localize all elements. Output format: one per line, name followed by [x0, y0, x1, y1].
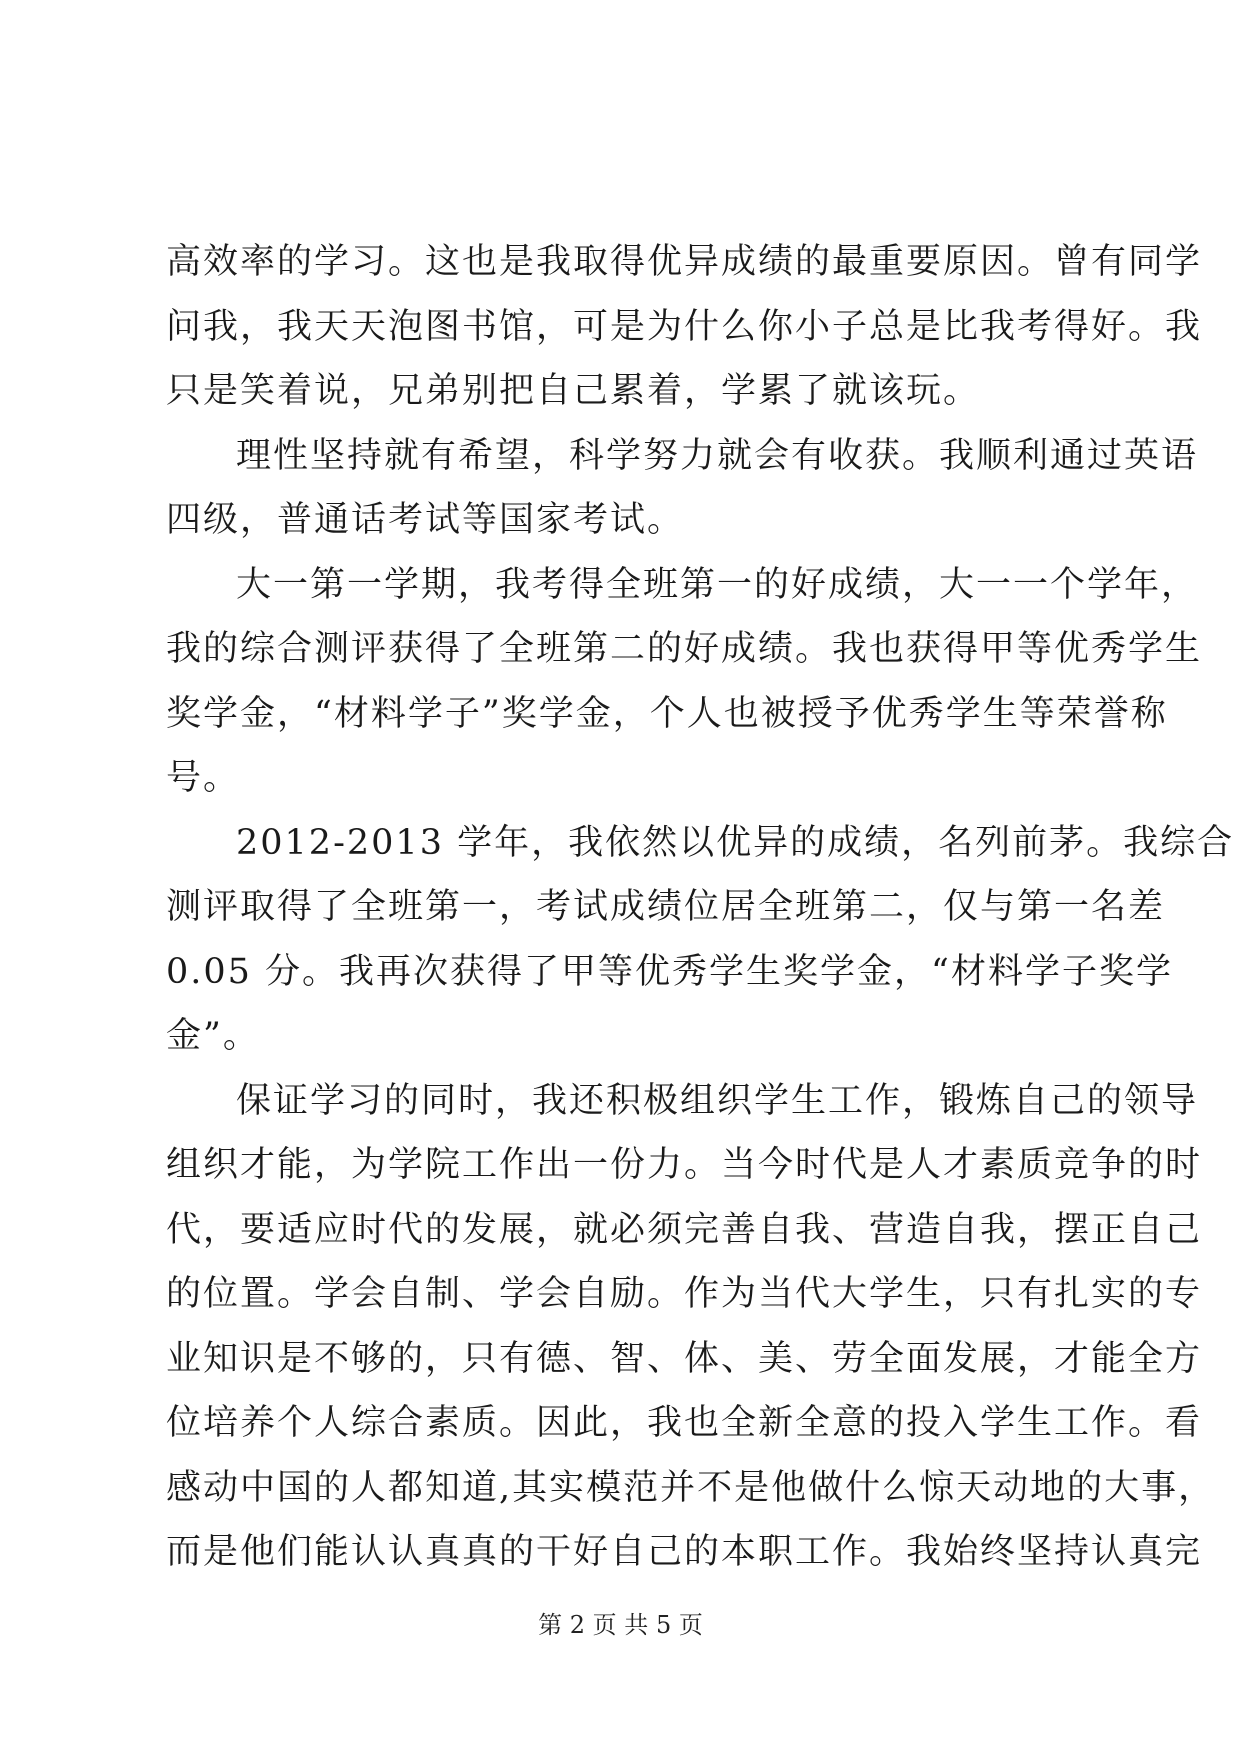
- text-line: 奖学金，“材料学子”奖学金，个人也被授予优秀学生等荣誉称: [166, 693, 1168, 734]
- text-line: 只是笑着说，兄弟别把自己累着，学累了就该玩。: [166, 371, 981, 411]
- text-line: 组织才能，为学院工作出一份力。当今时代是人才素质竞争的时: [166, 1145, 1203, 1185]
- text-line: 的位置。学会自制、学会自励。作为当代大学生，只有扎实的专: [166, 1274, 1203, 1314]
- text-line: 金”。: [166, 1016, 260, 1056]
- text-line: 问我，我天天泡图书馆，可是为什么你小子总是比我考得好。我: [166, 306, 1203, 347]
- text-line: 大一第一学期，我考得全班第一的好成绩，大一一个学年，: [236, 564, 1199, 605]
- text-line: 而是他们能认认真真的干好自己的本职工作。我始终坚持认真完: [166, 1532, 1203, 1572]
- text-line: 测评取得了全班第一，考试成绩位居全班第二，仅与第一名差: [166, 887, 1166, 927]
- text-line: 高效率的学习。这也是我取得优异成绩的最重要原因。曾有同学: [166, 242, 1203, 282]
- text-line: 代，要适应时代的发展，就必须完善自我、营造自我，摆正自己: [166, 1209, 1203, 1250]
- page-number-footer: 第 2 页 共 5 页: [538, 1611, 703, 1639]
- text-line: 感动中国的人都知道,其实模范并不是他做什么惊天动地的大事，: [166, 1467, 1216, 1508]
- text-line: 业知识是不够的，只有德、智、体、美、劳全面发展，才能全方: [166, 1338, 1203, 1379]
- text-line: 位培养个人综合素质。因此，我也全新全意的投入学生工作。看: [166, 1403, 1203, 1443]
- text-line: 0.05 分。我再次获得了甲等优秀学生奖学金，“材料学子奖学: [166, 951, 1173, 992]
- text-line: 四级，普通话考试等国家考试。: [166, 500, 685, 540]
- text-line: 我的综合测评获得了全班第二的好成绩。我也获得甲等优秀学生: [166, 629, 1203, 669]
- body-text: [166, 230, 1235, 1585]
- text-line: 理性坚持就有希望，科学努力就会有收获。我顺利通过英语: [236, 435, 1199, 476]
- text-line: 2012-2013 学年，我依然以优异的成绩，名列前茅。我综合: [236, 822, 1235, 863]
- text-line: 保证学习的同时，我还积极组织学生工作，锻炼自己的领导: [236, 1080, 1199, 1121]
- text-line: 号。: [166, 758, 241, 798]
